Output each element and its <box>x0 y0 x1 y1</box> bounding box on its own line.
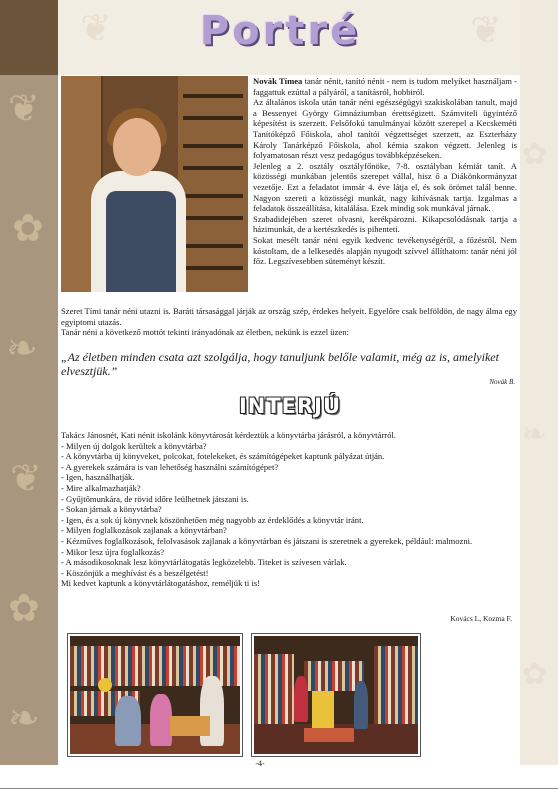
floral-ornament-icon: ❧ <box>6 328 38 370</box>
portrait-photo <box>61 76 248 292</box>
portrait-article-column <box>253 76 517 267</box>
interview-line: - Milyen foglalkozások zajlanak a könyvtárban? <box>61 525 227 536</box>
interview-line: - Mikor lesz újra foglalkozás? <box>61 546 165 557</box>
interview-heading: INTERJÚ <box>238 394 342 418</box>
interview-line: - Igen, használhatják. <box>61 472 135 483</box>
floral-ornament-icon: ❦ <box>10 458 42 500</box>
floral-ornament-icon: ❦ <box>80 8 112 50</box>
quote-author: Novák B. <box>489 378 515 386</box>
motto-quote: „Az életben minden csata azt szolgálja, hogy tanuljunk belőle valamit, még az is, amelyiket elvesztjük.” <box>61 350 499 378</box>
teacher-name: Novák Tímea <box>253 76 303 86</box>
floral-ornament-icon: ❧ <box>8 698 40 740</box>
interview-line: - A könyvtárba új könyveket, polcokat, fotelekeket, és számítógépeket kaptunk pályázat útján. <box>61 451 385 462</box>
page-title: Portré <box>199 8 361 54</box>
interview-author: Kovács L, Kozma F. <box>450 614 512 623</box>
article-paragraph: Sokat mesélt tanár néni egyik kedvenc tevékenységéről, a főzésről. Nem kóstoltam, de a lelkesedés alapján nyugodt szívvel állíthatom: tanár néni jól főz. Legszívesebben süteményt készít. <box>253 234 517 267</box>
article-paragraph: Szeret Tími tanár néni utazni is. Baráti társasággal járják az ország szép, érdekes helyeit. Egyelőre csak belföldön, de nagy álma egy egyiptomi utazás. <box>61 306 517 327</box>
article-paragraph: Szabadidejében szeret olvasni, kerékpározni. Kikapcsolódásnak tartja a házimunkát, de a kertészkedés is pihenteti. <box>253 213 517 235</box>
article-intro: Novák Tímea tanár nénit, tanító nénit - nem is tudom melyiket használjam - faggattuk ezúttal a pályáról, a tanításról, hobbiról. <box>253 76 517 97</box>
interview-line: - Milyen új dolgok kerültek a könyvtárba? <box>61 440 207 451</box>
interview-line: - Köszönjük a meghívást és a beszélgetést! <box>61 567 209 578</box>
interview-line: Mi kedvet kaptunk a könyvtárlátogatáshoz, reméljük ti is! <box>61 578 261 589</box>
interview-line: - Mire alkalmazhatják? <box>61 482 141 493</box>
floral-ornament-icon: ✿ <box>12 208 44 250</box>
interview-line: - Igen, és a sok új könyvnek köszönhetően még nagyobb az érdeklődés a könyvtár iránt. <box>61 514 364 525</box>
floral-ornament-icon: ✿ <box>522 658 548 691</box>
article-paragraph: Az általános iskola után tanár néni egészségügyi szakiskolában tanult, majd a Bessenyei György Gimnáziumban érettségizett. Számviteli ügyintéző képesítést is szerzett. Felsőfokú tanulmányai között szerepel a Kecskeméti Tanítóképző Főiskola, ahol tanítói végzettséget szerzett, az Eszterházy Károly Tanárképző Főiskola, ahol kémia szakon végzett. Jelenleg is folyamatosan részt vesz pedagógus továbbképzéseken. <box>253 97 517 161</box>
interview-line: - A gyerekek számára is van lehetőség használni számítógépet? <box>61 461 279 472</box>
interview-line: - A másodikosoknak lesz könyvtárlátogatás legközelebb. Titeket is szívesen várlak. <box>61 557 347 568</box>
page-number: -4- <box>255 759 265 768</box>
floral-ornament-icon: ✿ <box>8 588 40 630</box>
interview-line: Takács Jánosnét, Kati nénit iskolánk könyvtárosát kérdeztük a könyvtárba járásról, a könyvtárról. <box>61 430 396 440</box>
floral-ornament-icon: ❦ <box>8 88 40 130</box>
interview-body <box>61 430 517 589</box>
interview-line: - Sokan járnak a könyvtárba? <box>61 504 162 515</box>
bottom-rule <box>0 788 558 789</box>
floral-ornament-icon: ❦ <box>470 10 502 52</box>
right-ornament-band <box>520 0 558 765</box>
library-photo-children <box>68 634 242 756</box>
library-photo-shelves <box>252 634 420 756</box>
interview-line: - Gyűjtőmunkára, de rövid időre leülhetnek játszani is. <box>61 493 249 504</box>
portrait-article-full-width <box>61 306 517 338</box>
article-paragraph: Tanár néni a következő mottót tekinti irányadónak az életben, nekünk is ezzel üzen: <box>61 327 349 338</box>
interview-line: - Kézműves foglalkozások, felolvasások zajlanak a könyvtárban és játszani is szeretnek a gyerekek, például: malmozni. <box>61 535 473 546</box>
floral-ornament-icon: ✿ <box>522 138 548 171</box>
left-ornament-band-top <box>0 0 58 75</box>
floral-ornament-icon: ❧ <box>522 418 548 451</box>
article-paragraph: Jelenleg a 2. osztály osztályfőnöke, 7-8. osztályban kémiát tanít. A közösségi munkában jelentős szerepet vállal, hisz ő a Diákönkormányzat vezetője. Ezt a feladatot immár 4. éve látja el, és sok örömet talál benne. Nagyon szereti a közösségi munkát, nagy kihívásnak tartja. Izgalmas a feladatok összeállítása, kitalálása. Ezek mindig sok munkával járnak. <box>253 160 517 214</box>
